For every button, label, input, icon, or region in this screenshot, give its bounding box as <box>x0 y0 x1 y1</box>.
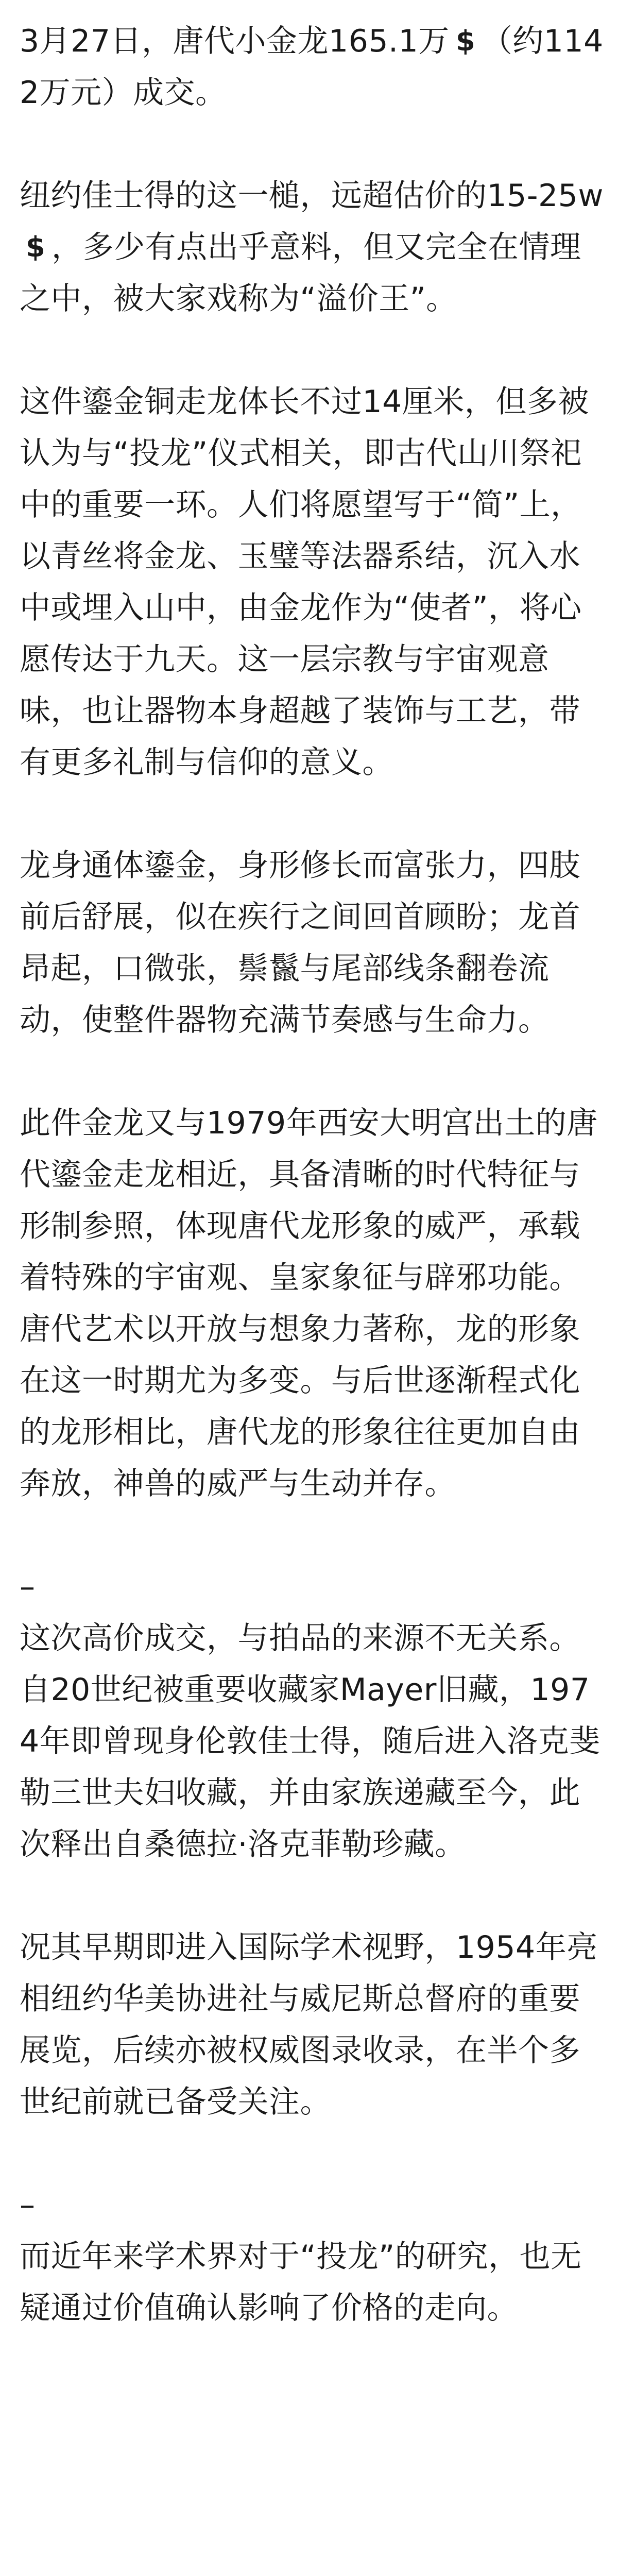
paragraph-1-after: （约1142万元）成交。 <box>20 23 604 111</box>
svg-text:$: $ <box>455 27 475 55</box>
paragraph-6: 这次高价成交，与拍品的来源不无关系。自20世纪被重要收藏家Mayer旧藏，1974年即曾现身伦敦佳士得，随后进入洛克斐勒三世夫妇收藏，并由家族递藏至今，此次释出自桑德拉·洛克菲勒珍藏。 <box>20 1620 600 1862</box>
paragraph-7: 况其早期即进入国际学术视野，1954年亮相纽约华美协进社与威尼斯总督府的重要展览，后续亦被权威图录收录，在半个多世纪前就已备受关注。 <box>20 1929 598 2120</box>
paragraph-4: 龙身通体鎏金，身形修长而富张力，四肢前后舒展，似在疾行之间回首顾盼；龙首昂起，口微张，鬃鬣与尾部线条翻卷流动，使整件器物充满节奏感与生命力。 <box>20 848 580 1038</box>
section-divider-dash: – <box>20 2187 35 2223</box>
paragraph-2 <box>20 170 607 325</box>
dollar-icon <box>452 27 479 55</box>
paragraph-2-before: 纽约佳士得的这一槌，远超估价的15-25w <box>20 178 604 214</box>
paragraph-3: 这件鎏金铜走龙体长不过14厘米，但多被认为与“投龙”仪式相关，即古代山川祭祀中的重要一环。人们将愿望写于“简”上，以青丝将金龙、玉璧等法器系结，沉入水中或埋入山中，由金龙作为“使者”，将心愿传达于九天。这一层宗教与宇宙观意味，也让器物本身超越了装饰与工艺，带有更多礼制与信仰的意义。 <box>20 384 589 781</box>
section-divider-dash: – <box>20 1569 35 1605</box>
paragraph-1-before: 3月27日，唐代小金龙165.1万 <box>20 23 450 59</box>
paragraph-8: 而近年来学术界对于“投龙”的研究，也无疑通过价值确认影响了价格的走向。 <box>20 2239 582 2326</box>
svg-text:$: $ <box>25 233 46 261</box>
paragraph-5: 此件金龙又与1979年西安大明宫出土的唐代鎏金走龙相近，具备清晰的时代特征与形制参照，体现唐代龙形象的威严，承载着特殊的宇宙观、皇家象征与辟邪功能。唐代艺术以开放与想象力著称，龙的形象在这一时期尤为多变。与后世逐渐程式化的龙形相比，唐代龙的形象往往更加自由奔放，神兽的威严与生动并存。 <box>20 1105 598 1502</box>
paragraph-2-after: ，多少有点出乎意料，但又完全在情理之中，被大家戏称为“溢价王”。 <box>20 229 581 317</box>
paragraph-1 <box>20 15 607 118</box>
article-body <box>20 15 607 2385</box>
dollar-icon <box>22 233 49 261</box>
